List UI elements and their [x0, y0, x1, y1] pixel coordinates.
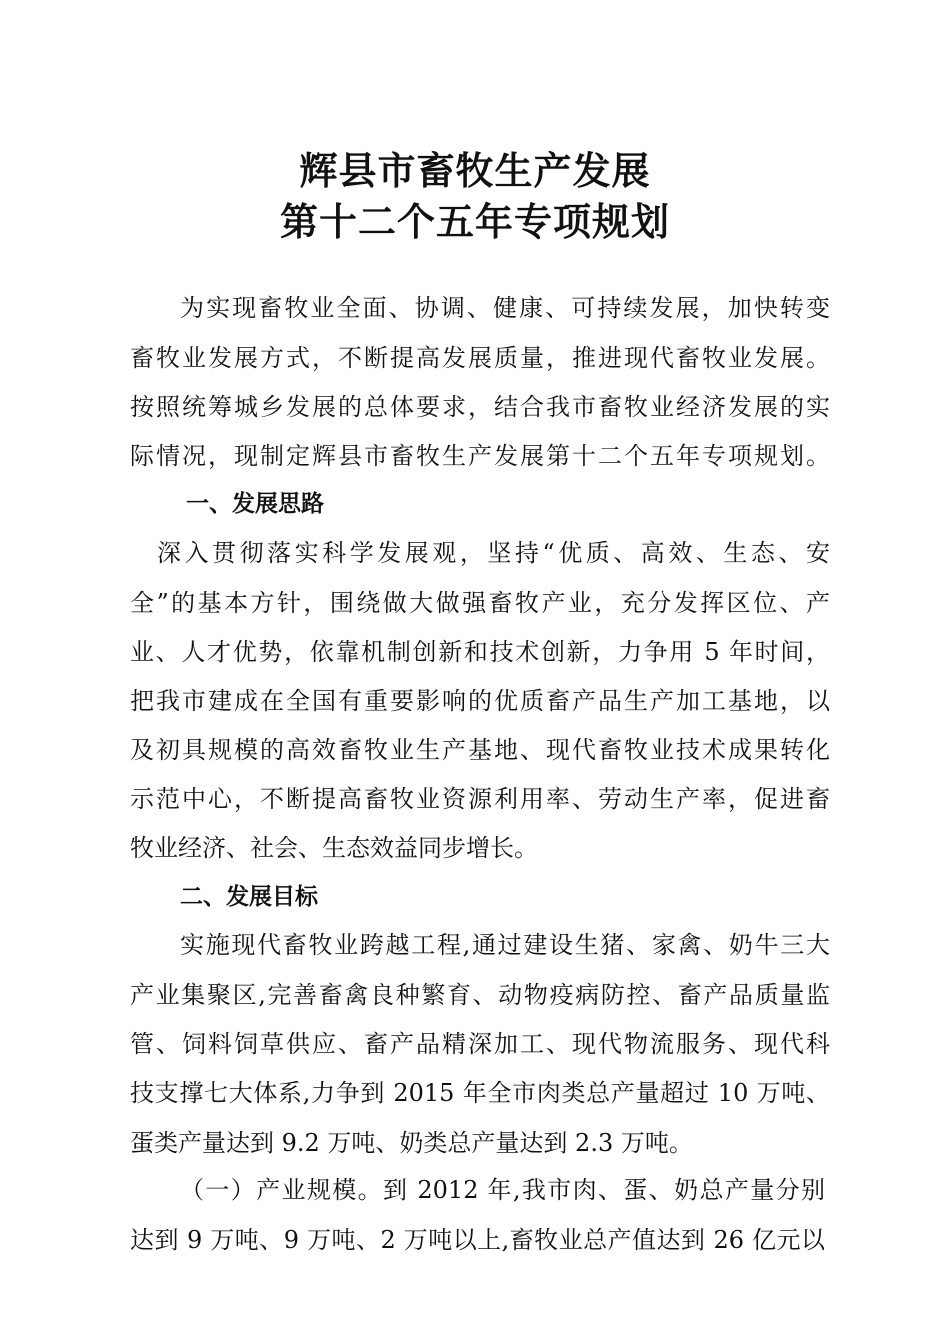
- paragraph-line: 技支撑七大体系,力争到 2015 年全市肉类总产量超过 10 万吨、: [130, 1079, 830, 1107]
- document-title-line-1: 辉县市畜牧生产发展: [299, 149, 651, 193]
- paragraph-line: 全”的基本方针，围绕做大做强畜牧产业，充分发挥区位、产: [130, 589, 830, 617]
- paragraph-line: 实施现代畜牧业跨越工程,通过建设生猪、家禽、奶牛三大: [180, 931, 830, 959]
- paragraph-line: 把我市建成在全国有重要影响的优质畜产品生产加工基地，以: [130, 687, 830, 715]
- paragraph-line: 业、人才优势，依靠机制创新和技术创新，力争用 5 年时间，: [130, 638, 830, 666]
- paragraph-line: 及初具规模的高效畜牧业生产基地、现代畜牧业技术成果转化: [130, 736, 830, 764]
- section-heading-development-ideas: 一、发展思路: [186, 491, 324, 517]
- paragraph-line: 达到 9 万吨、9 万吨、2 万吨以上,畜牧业总产值达到 26 亿元以: [130, 1226, 825, 1254]
- paragraph-line: 蛋类产量达到 9.2 万吨、奶类总产量达到 2.3 万吨。: [130, 1129, 693, 1157]
- paragraph-line: 牧业经济、社会、生态效益同步增长。: [130, 834, 538, 862]
- paragraph-line: 际情况，现制定辉县市畜牧生产发展第十二个五年专项规划。: [130, 442, 830, 470]
- paragraph-line: 示范中心，不断提高畜牧业资源利用率、劳动生产率，促进畜: [130, 785, 830, 813]
- document-title-line-2: 第十二个五年专项规划: [279, 200, 670, 244]
- paragraph-line: 产业集聚区,完善畜禽良种繁育、动物疫病防控、畜产品质量监: [130, 981, 830, 1009]
- paragraph-line: （一）产业规模。到 2012 年,我市肉、蛋、奶总产量分别: [180, 1176, 825, 1204]
- paragraph-line: 按照统筹城乡发展的总体要求，结合我市畜牧业经济发展的实: [130, 393, 830, 421]
- section-heading-development-goals: 二、发展目标: [180, 884, 318, 910]
- paragraph-line: 深入贯彻落实科学发展观，坚持“优质、高效、生态、安: [157, 539, 830, 567]
- paragraph-line: 管、饲料饲草供应、畜产品精深加工、现代物流服务、现代科: [130, 1030, 830, 1058]
- paragraph-line: 为实现畜牧业全面、协调、健康、可持续发展，加快转变: [180, 294, 830, 322]
- paragraph-line: 畜牧业发展方式，不断提高发展质量，推进现代畜牧业发展。: [130, 344, 830, 372]
